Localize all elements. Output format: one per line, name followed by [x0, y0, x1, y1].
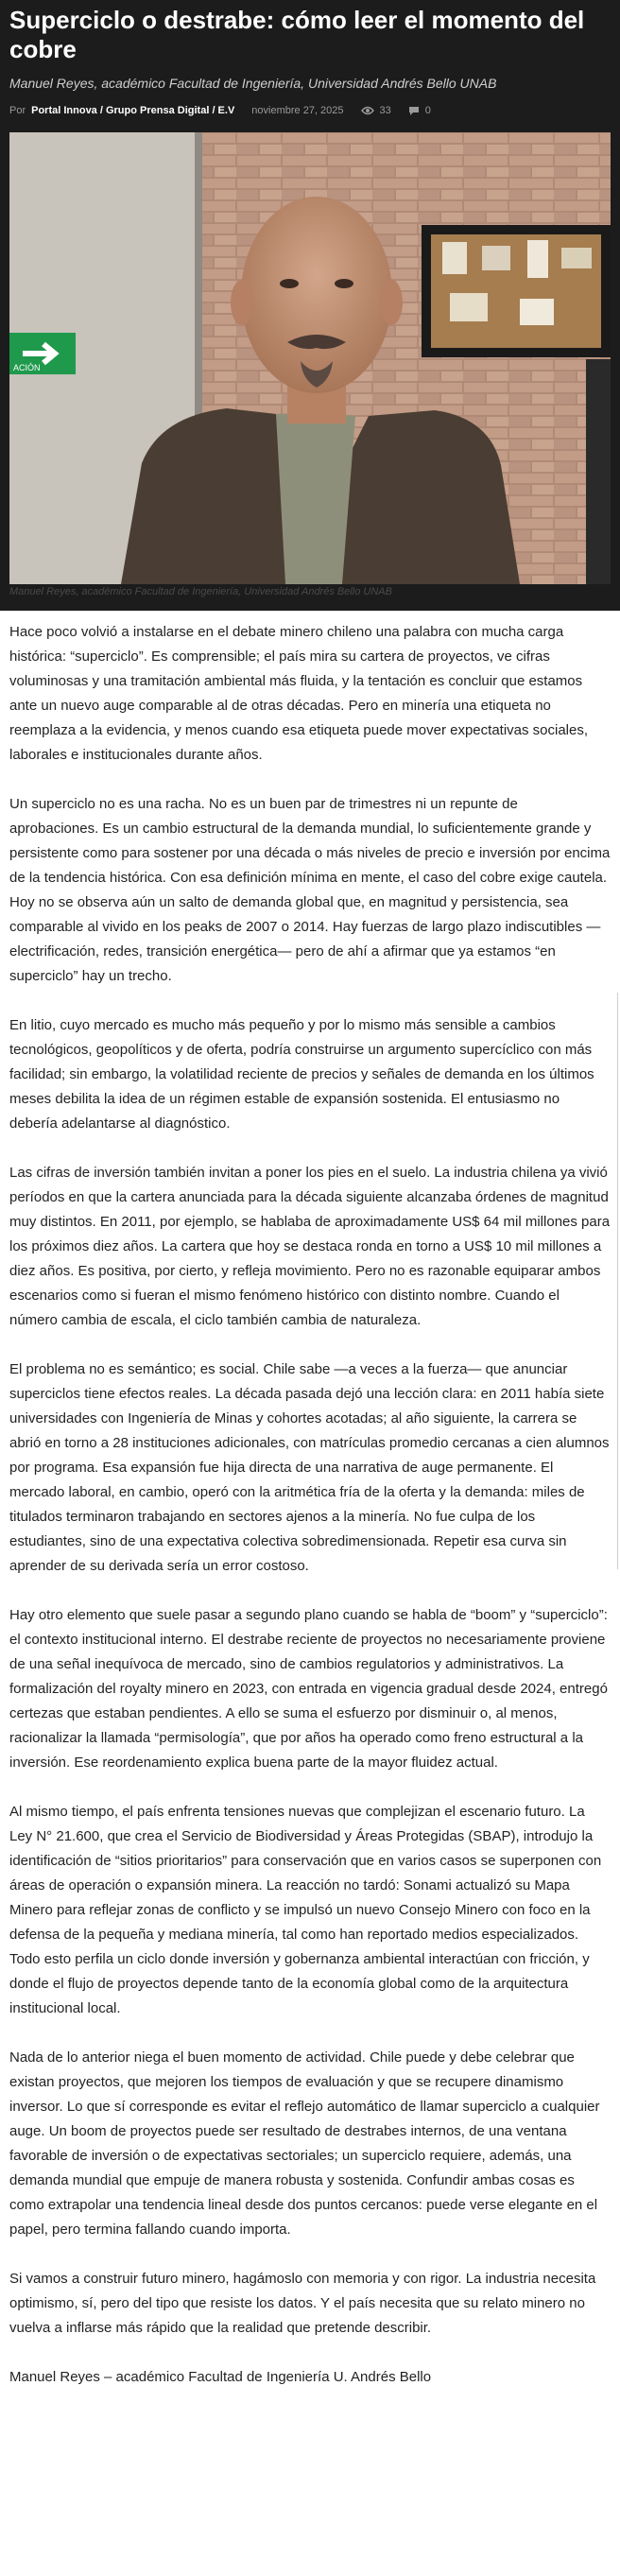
comment-icon[interactable]: [408, 106, 420, 116]
article-paragraph: Nada de lo anterior niega el buen momento de actividad. Chile puede y debe celebrar que existan proyectos, que mejoren los tiempos de evaluación y que se recupere dinamismo inversor. Lo que sí corresponde es evitar el reflejo automático de llamar superciclo a cualquier auge. Un boom de proyectos puede ser resultado de destrabes internos, de una ventana favorable de inversión o de expectativas sectoriales; un superciclo requiere, además, una demanda mundial que empuje de manera robusta y sostenida. Confundir ambas cosas es como extrapolar una tendencia lineal desde dos puntos cercanos: puede verse elegante en el papel, pero termina fallando cuando importa.: [9, 2049, 600, 2238]
article-body: [0, 611, 620, 2390]
article-paragraph: Las cifras de inversión también invitan a poner los pies en el suelo. La industria chilena ya vivió períodos en que la cartera anunciada para la década siguiente alcanzaba órdenes de magnitud muy distintos. En 2011, por ejemplo, se hablaba de aproximadamente US$ 64 mil millones para los próximos diez años. La cartera que hoy se destaca ronda en torno a US$ 10 mil millones a diez años. Es positiva, por cierto, y refleja movimiento. Pero no es razonable equiparar ambos escenarios como si fueran el mismo fenómeno histórico con distinto nombre. Cuando el número cambia de escala, el ciclo también cambia de naturaleza.: [9, 1165, 611, 1328]
article-header: [0, 0, 620, 611]
svg-text:ACIÓN: ACIÓN: [13, 363, 41, 372]
content-divider: [617, 993, 618, 1569]
article-paragraph: Al mismo tiempo, el país enfrenta tensiones nuevas que complejizan el escenario futuro. La Ley N° 21.600, que crea el Servicio de Biodiversidad y Áreas Protegidas (SBAP), introdujo la identificación de “sitios prioritarios” para conservación que en varios casos se superponen con áreas de operación o expansión minera. La reacción no tardó: Sonami actualizó su Mapa Minero para reflejar zonas de conflicto y se impulsó un nuevo Consejo Minero con foco en la defensa de la pequeña y mediana minería, tal como han reportado medios especializados. Todo esto perfila un ciclo donde inversión y gobernanza ambiental interactúan con fricción, y donde el flujo de proyectos depende tanto de la economía global como de la arquitectura institucional local.: [9, 1804, 602, 2016]
comment-count[interactable]: 0: [424, 105, 431, 116]
article-meta: [9, 102, 611, 119]
article-paragraph: Hay otro elemento que suele pasar a segundo plano cuando se habla de “boom” y “superciclo”: el contexto institucional interno. El destrabe reciente de proyectos no necesariamente proviene de una señal inequívoca de mercado, sino de cambios regulatorios y administrativos. La formalización del royalty minero en 2023, con entrada en vigencia gradual desde 2024, entregó certezas que estaban pendientes. A ello se suma el esfuerzo por disminuir o, al menos, racionalizar la llamada “permisología”, que por años ha operado como freno estructural a la inversión. Ese reordenamiento explica buena parte de la mayor fluidez actual.: [9, 1607, 608, 1771]
article-paragraph: Si vamos a construir futuro minero, hagámoslo con memoria y con rigor. La industria necesita optimismo, sí, pero del tipo que resiste los datos. Y el país necesita que su relato minero no vuelva a inflarse más rápido que la realidad que pretende describir.: [9, 2271, 596, 2336]
article-paragraph: Hace poco volvió a instalarse en el debate minero chileno una palabra con mucha carga histórica: “superciclo”. Es comprensible; el país mira su cartera de proyectos, ve cifras voluminosas y una tramitación ambiental más fluida, y la tentación es concluir que estamos ante un nuevo auge comparable al de otras décadas. Pero en minería una etiqueta no reemplaza a la evidencia, y menos cuando esa etiqueta puede mover expectativas sociales, laborales e institucionales durante años.: [9, 624, 589, 763]
publish-date: noviembre 27, 2025: [251, 105, 344, 116]
article-subtitle: Manuel Reyes, académico Facultad de Ingeniería, Universidad Andrés Bello UNAB: [9, 76, 497, 91]
eye-icon: [361, 106, 374, 115]
article-title: Superciclo o destrabe: cómo leer el momento del cobre: [9, 6, 585, 63]
by-label: Por: [9, 105, 26, 116]
article-paragraph: Un superciclo no es una racha. No es un buen par de trimestres ni un repunte de aprobaciones. Es un cambio estructural de la demanda mundial, lo suficientemente grande y persistente como para sostener por una década o más niveles de precio e inversión por encima de la tendencia histórica. Con esa definición mínima en mente, el caso del cobre exige cautela. Hoy no se observa aún un salto de demanda global que, en magnitud y persistencia, sea comparable al vivido en los peaks de 2007 o 2014. Hay fuerzas de largo plazo indiscutibles —electrificación, redes, transición energética— pero de ahí a afirmar que ya estamos “en superciclo” hay un trecho.: [9, 796, 611, 984]
featured-image: [9, 132, 611, 584]
author-link[interactable]: Portal Innova / Grupo Prensa Digital / E.V: [31, 105, 235, 116]
image-caption: Manuel Reyes, académico Facultad de Ingeniería, Universidad Andrés Bello UNAB: [9, 586, 392, 597]
view-count: 33: [379, 105, 391, 116]
article-signature: Manuel Reyes – académico Facultad de Ingeniería U. Andrés Bello: [9, 2369, 432, 2385]
article-paragraph: El problema no es semántico; es social. Chile sabe —a veces a la fuerza— que anunciar superciclos tiene efectos reales. La década pasada dejó una lección clara: en 2011 había siete universidades con Ingeniería de Minas y cohortes acotadas; al año siguiente, la carrera se abrió en torno a 28 instituciones adicionales, con matrículas promedio cercanas a cien alumnos por programa. Esa expansión fue hija directa de una narrativa de auge permanente. El mercado laboral, en cambio, operó con la aritmética fría de la oferta y la demanda: miles de titulados terminaron trabajando en sectores ajenos a la minería. No fue culpa de los estudiantes, sino de una expectativa colectiva sobredimensionada. Repetir esa curva sin aprender de su derivada sería un error costoso.: [9, 1361, 610, 1574]
article-paragraph: En litio, cuyo mercado es mucho más pequeño y por lo mismo más sensible a cambios tecnológicos, geopolíticos y de oferta, podría construirse un argumento supercíclico con más facilidad; sin embargo, la volatilidad reciente de precios y señales de demanda en los últimos meses debilita la idea de un régimen estable de expansión sostenida. El entusiasmo no debería adelantarse al diagnóstico.: [9, 1017, 594, 1132]
